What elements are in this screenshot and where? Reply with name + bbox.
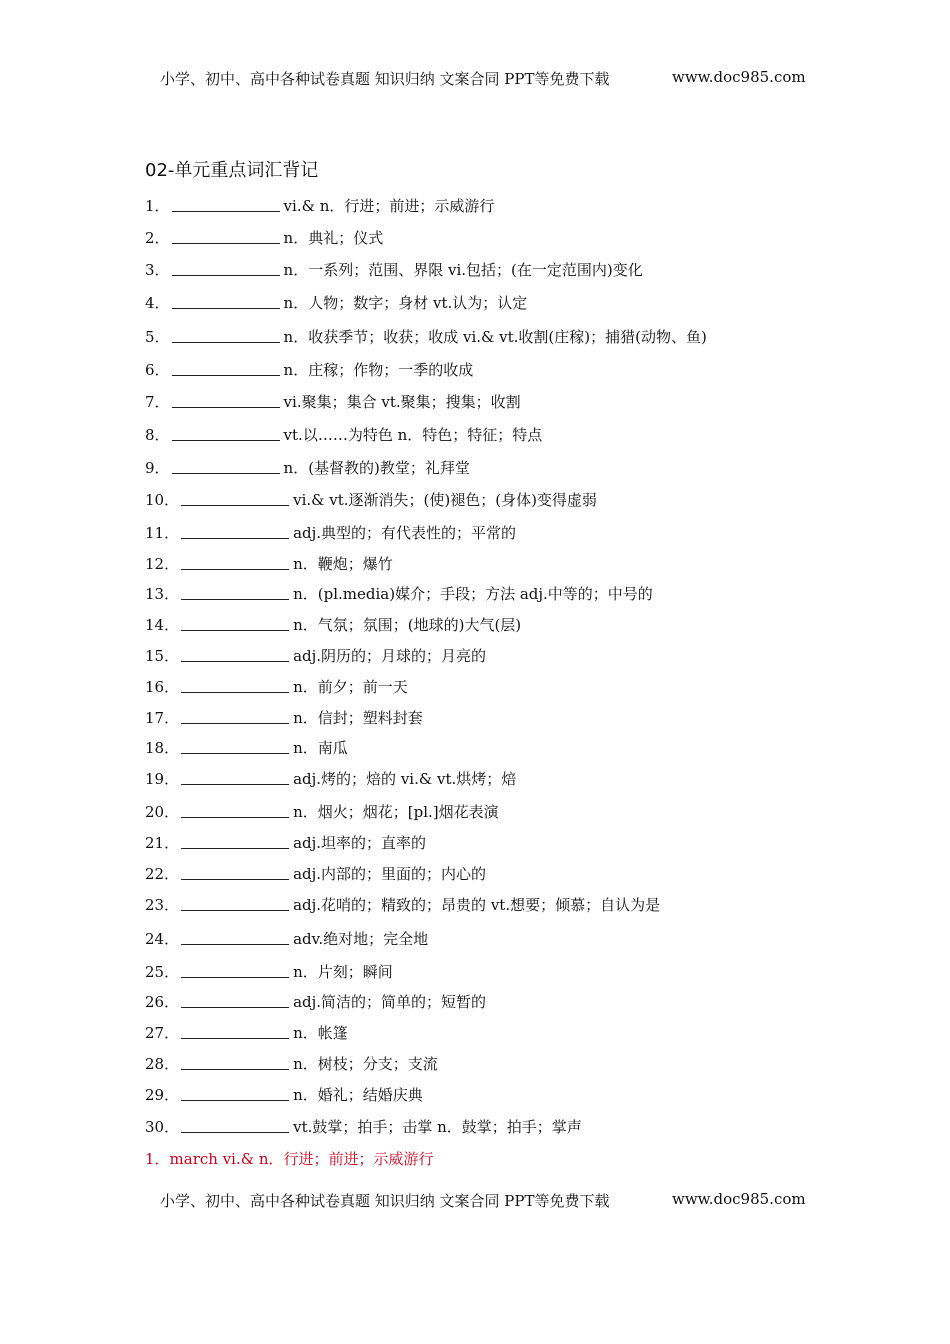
vocabulary-item — [145, 736, 348, 760]
item-definition: n．鞭炮；爆竹 — [293, 555, 393, 573]
vocabulary-item — [145, 613, 521, 637]
answer-blank[interactable] — [172, 360, 280, 376]
item-definition: vi.& vt.逐渐消失；(使)褪色；(身体)变得虚弱 — [293, 491, 597, 509]
answer-blank[interactable] — [181, 1023, 289, 1039]
item-definition: n．收获季节；收获；收成 vi.& vt.收割(庄稼)；捕猎(动物、鱼) — [283, 328, 707, 346]
item-definition: adj.内部的；里面的；内心的 — [293, 865, 487, 883]
item-definition: n．片刻；瞬间 — [293, 963, 393, 981]
item-definition: vt.以……为特色 n．特色；特征；特点 — [283, 426, 543, 444]
item-number: 22． — [145, 865, 180, 883]
item-number: 14． — [145, 616, 180, 634]
vocabulary-item — [145, 521, 516, 545]
item-number: 2． — [145, 229, 170, 247]
item-number: 5． — [145, 328, 170, 346]
answer-blank[interactable] — [181, 490, 289, 506]
answer-blank[interactable] — [181, 677, 289, 693]
answer-blank[interactable] — [181, 1054, 289, 1070]
vocabulary-item — [145, 325, 707, 349]
answer-blank[interactable] — [181, 962, 289, 978]
vocabulary-item — [145, 390, 521, 414]
vocabulary-item — [145, 644, 486, 668]
vocabulary-item — [145, 1083, 423, 1107]
item-number: 28． — [145, 1055, 180, 1073]
vocabulary-item — [145, 358, 473, 382]
answer-blank[interactable] — [172, 293, 280, 309]
answer-blank[interactable] — [181, 523, 289, 539]
item-definition: n．帐篷 — [293, 1024, 348, 1042]
header-site-link[interactable]: www.doc985.com — [672, 68, 806, 86]
item-definition: n．前夕；前一天 — [293, 678, 408, 696]
item-number: 20． — [145, 803, 180, 821]
vocabulary-item — [145, 291, 527, 315]
vocabulary-item — [145, 675, 408, 699]
page-title: 02-单元重点词汇背记 — [145, 160, 319, 181]
vocabulary-item — [145, 582, 653, 606]
item-number: 9． — [145, 459, 170, 477]
item-number: 21． — [145, 834, 180, 852]
item-number: 3． — [145, 261, 170, 279]
item-definition: n．一系列；范围、界限 vi.包括；(在一定范围内)变化 — [283, 261, 643, 279]
item-definition: n．庄稼；作物；一季的收成 — [283, 361, 474, 379]
answer-blank[interactable] — [181, 615, 289, 631]
item-definition: adj.烤的；焙的 vi.& vt.烘烤；焙 — [293, 770, 517, 788]
item-number: 12． — [145, 555, 180, 573]
item-definition: vi.聚集；集合 vt.聚集；搜集；收割 — [283, 393, 521, 411]
item-definition: n．(pl.media)媒介；手段；方法 adj.中等的；中号的 — [293, 585, 653, 603]
item-number: 16． — [145, 678, 180, 696]
item-definition: n．典礼；仪式 — [283, 229, 384, 247]
item-definition: vt.鼓掌；拍手；击掌 n．鼓掌；拍手；掌声 — [293, 1118, 582, 1136]
footer-site-link[interactable]: www.doc985.com — [672, 1190, 806, 1208]
item-number: 15． — [145, 647, 180, 665]
item-definition: n．信封；塑料封套 — [293, 709, 423, 727]
item-definition: vi.& n．行进；前进；示威游行 — [283, 197, 495, 215]
item-number: 25． — [145, 963, 180, 981]
answer-blank[interactable] — [181, 833, 289, 849]
answer-blank[interactable] — [181, 584, 289, 600]
answer-blank[interactable] — [181, 992, 289, 1008]
answer-blank[interactable] — [181, 708, 289, 724]
header-text: 小学、初中、高中各种试卷真题 知识归纳 文案合同 PPT等免费下载 — [160, 70, 610, 88]
item-number: 1． — [145, 197, 170, 215]
item-number: 23． — [145, 896, 180, 914]
vocabulary-item — [145, 960, 393, 984]
answer-blank[interactable] — [172, 425, 280, 441]
answer-blank[interactable] — [181, 864, 289, 880]
vocabulary-item — [145, 456, 470, 480]
answer-blank[interactable] — [172, 458, 280, 474]
answer-blank[interactable] — [181, 895, 289, 911]
item-number: 11． — [145, 524, 180, 542]
item-definition: n．树枝；分支；支流 — [293, 1055, 438, 1073]
vocabulary-item — [145, 226, 383, 250]
answer-blank[interactable] — [172, 196, 280, 212]
footer-text: 小学、初中、高中各种试卷真题 知识归纳 文案合同 PPT等免费下载 — [160, 1192, 610, 1210]
item-number: 4． — [145, 294, 170, 312]
vocabulary-item — [145, 258, 643, 282]
answer-blank[interactable] — [172, 228, 280, 244]
item-definition: adv.绝对地；完全地 — [293, 930, 429, 948]
answer-blank[interactable] — [181, 554, 289, 570]
vocabulary-item — [145, 1052, 438, 1076]
vocabulary-item — [145, 927, 428, 951]
item-number: 10． — [145, 491, 180, 509]
vocabulary-item — [145, 1115, 582, 1139]
item-number: 17． — [145, 709, 180, 727]
answer-blank[interactable] — [181, 1117, 289, 1133]
vocabulary-item — [145, 990, 486, 1014]
answer-blank[interactable] — [172, 392, 280, 408]
item-number: 27． — [145, 1024, 180, 1042]
vocabulary-item — [145, 831, 426, 855]
item-number: 19． — [145, 770, 180, 788]
item-definition: adj.典型的；有代表性的；平常的 — [293, 524, 517, 542]
answer-blank[interactable] — [181, 769, 289, 785]
item-definition: n．南瓜 — [293, 739, 348, 757]
vocabulary-item — [145, 862, 486, 886]
vocabulary-item — [145, 423, 542, 447]
item-number: 26． — [145, 993, 180, 1011]
answer-line: 1．march vi.& n．行进；前进；示威游行 — [145, 1150, 434, 1168]
answer-blank[interactable] — [181, 802, 289, 818]
item-definition: adj.坦率的；直率的 — [293, 834, 427, 852]
vocabulary-item — [145, 1021, 348, 1045]
item-number: 18． — [145, 739, 180, 757]
answer-blank[interactable] — [181, 646, 289, 662]
item-number: 24． — [145, 930, 180, 948]
item-number: 13． — [145, 585, 180, 603]
answer-blank[interactable] — [172, 327, 280, 343]
vocabulary-item — [145, 800, 499, 824]
item-definition: n．烟火；烟花；[pl.]烟花表演 — [293, 803, 499, 821]
item-number: 6． — [145, 361, 170, 379]
item-definition: adj.简洁的；简单的；短暂的 — [293, 993, 487, 1011]
item-definition: n．(基督教的)教堂；礼拜堂 — [283, 459, 470, 477]
item-definition: adj.阴历的；月球的；月亮的 — [293, 647, 487, 665]
item-definition: adj.花哨的；精致的；昂贵的 vt.想要；倾慕；自认为是 — [293, 896, 661, 914]
answer-blank[interactable] — [172, 260, 280, 276]
vocabulary-item — [145, 552, 393, 576]
page-footer — [160, 1190, 806, 1211]
vocabulary-item — [145, 194, 494, 218]
vocabulary-item — [145, 488, 597, 512]
answer-blank[interactable] — [181, 1085, 289, 1101]
page-header — [160, 68, 806, 89]
item-number: 8． — [145, 426, 170, 444]
item-number: 7． — [145, 393, 170, 411]
item-number: 29． — [145, 1086, 180, 1104]
item-definition: n．气氛；氛围；(地球的)大气(层) — [293, 616, 522, 634]
item-definition: n．婚礼；结婚庆典 — [293, 1086, 423, 1104]
vocabulary-item — [145, 767, 516, 791]
answer-blank[interactable] — [181, 929, 289, 945]
item-number: 30． — [145, 1118, 180, 1136]
answer-blank[interactable] — [181, 738, 289, 754]
item-definition: n．人物；数字；身材 vt.认为；认定 — [283, 294, 528, 312]
vocabulary-item — [145, 893, 660, 917]
vocabulary-item — [145, 706, 423, 730]
